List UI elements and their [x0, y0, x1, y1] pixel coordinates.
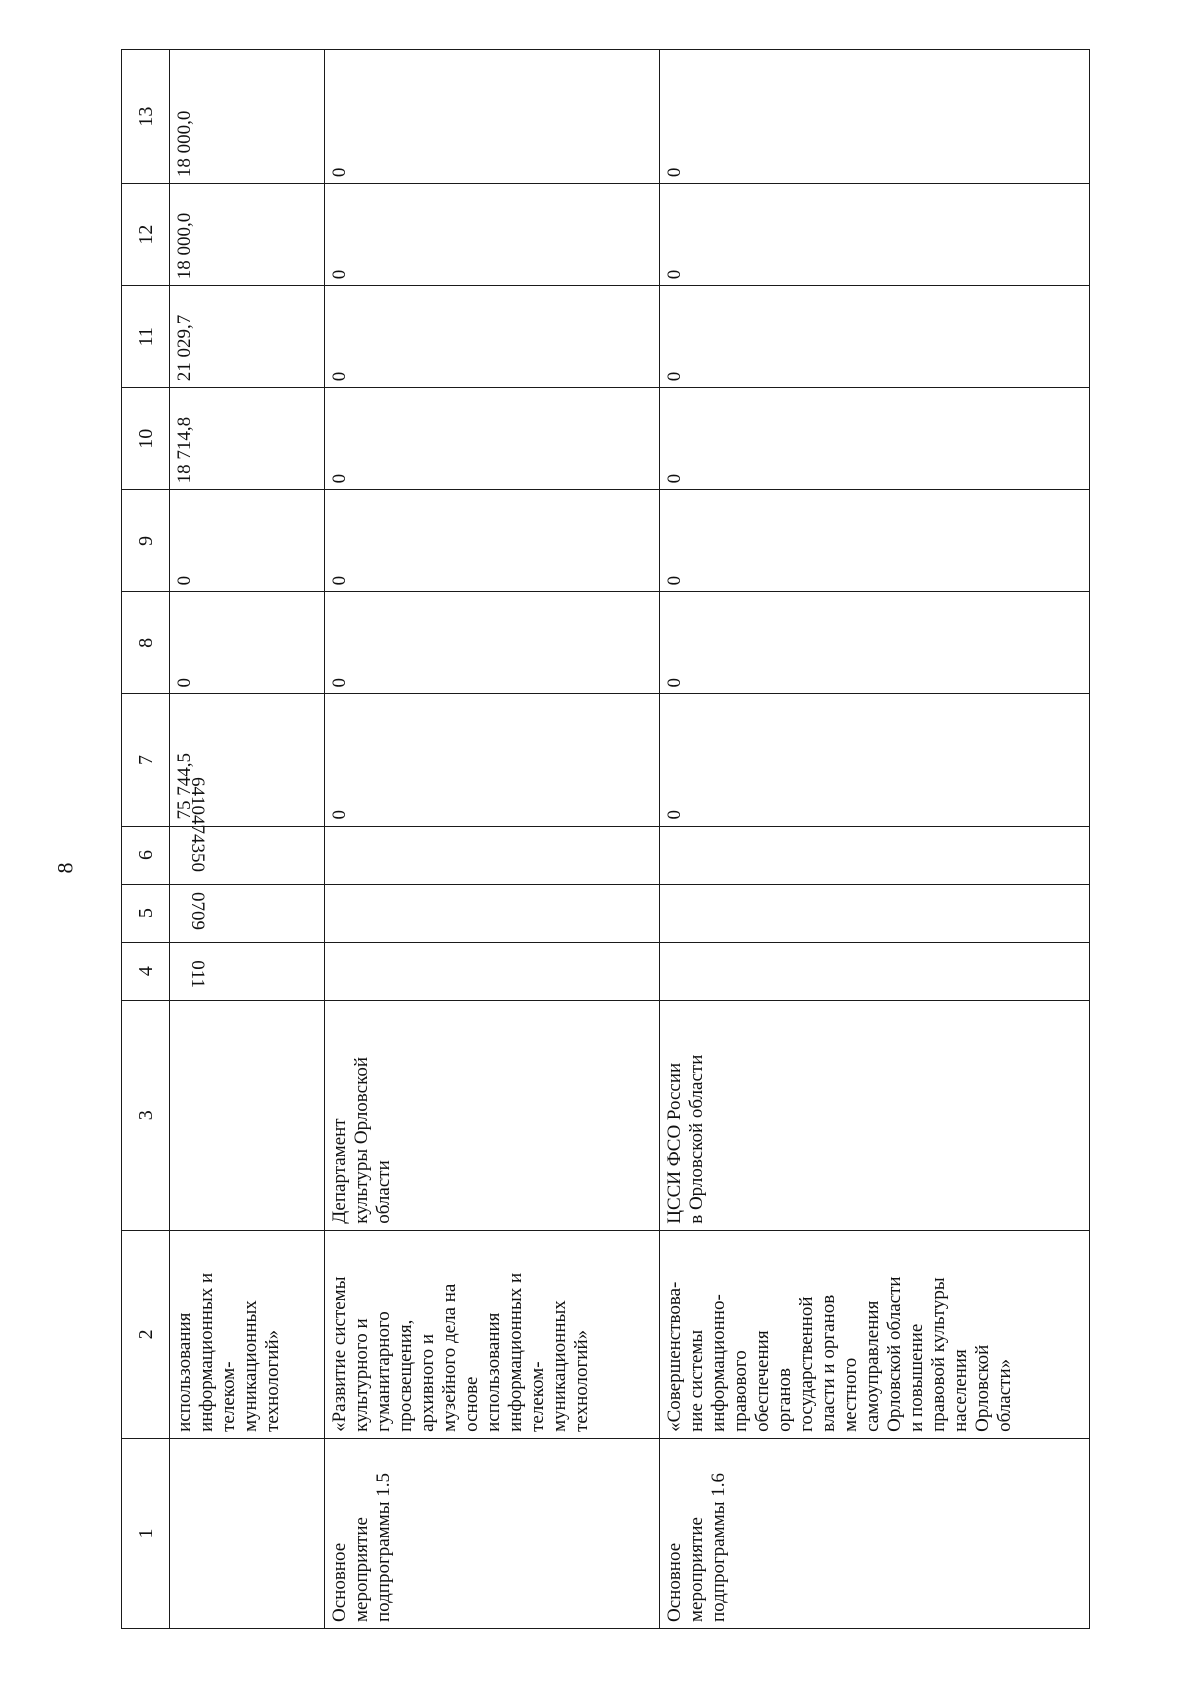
- header-row: [122, 50, 170, 1629]
- cell-value: 0: [660, 50, 1090, 184]
- column-header: 13: [122, 50, 170, 184]
- cell-executor: ЦССИ ФСО России в Орловской области: [660, 1000, 1090, 1230]
- cell-grbs: [325, 942, 660, 1000]
- budget-table: [121, 49, 1090, 1629]
- cell-value: 21 029,7: [170, 286, 325, 388]
- cell-event: Основное мероприятие подпрограммы 1.5: [325, 1438, 660, 1628]
- cell-value: 18 000,0: [170, 184, 325, 286]
- column-header: 4: [122, 942, 170, 1000]
- cell-value: 0: [660, 184, 1090, 286]
- cell-value: 0: [325, 286, 660, 388]
- cell-event: [170, 1438, 325, 1628]
- cell-section: [325, 884, 660, 942]
- column-header: 12: [122, 184, 170, 286]
- cell-executor: Департамент культуры Орловской области: [325, 1000, 660, 1230]
- cell-value: 0: [325, 50, 660, 184]
- cell-event: Основное мероприятие подпрограммы 1.6: [660, 1438, 1090, 1628]
- cell-section: [660, 884, 1090, 942]
- cell-value: 0: [660, 286, 1090, 388]
- cell-value: 0: [660, 694, 1090, 826]
- table-row: [325, 50, 660, 1629]
- cell-value: 0: [325, 388, 660, 490]
- cell-value: 0: [660, 388, 1090, 490]
- cell-section: 0709: [170, 884, 325, 942]
- cell-value: 0: [325, 490, 660, 592]
- rotated-table-container: [121, 49, 1089, 1629]
- cell-value: 75 744,5: [170, 694, 325, 826]
- cell-value: 18 000,0: [170, 50, 325, 184]
- column-header: 6: [122, 826, 170, 884]
- column-header: 5: [122, 884, 170, 942]
- cell-executor: [170, 1000, 325, 1230]
- column-header: 8: [122, 592, 170, 694]
- cell-value: 0: [325, 184, 660, 286]
- page-number: 8: [52, 862, 78, 874]
- cell-value: 0: [170, 592, 325, 694]
- cell-target-article: 6410474350: [170, 826, 325, 884]
- column-header: 7: [122, 694, 170, 826]
- cell-value: 18 714,8: [170, 388, 325, 490]
- table-row: [170, 50, 325, 1629]
- cell-value: 0: [660, 592, 1090, 694]
- column-header: 10: [122, 388, 170, 490]
- column-header: 9: [122, 490, 170, 592]
- table-row: [660, 50, 1090, 1629]
- column-header: 2: [122, 1230, 170, 1438]
- cell-grbs: [660, 942, 1090, 1000]
- cell-title: «Развитие системы культурного и гуманитарного просвещения, архивного и музейного дела на основе использования информационных и телеком- муникационных технологий»: [325, 1230, 660, 1438]
- cell-target-article: [660, 826, 1090, 884]
- cell-title: использования информационных и телеком- муникационных технологий»: [170, 1230, 325, 1438]
- cell-value: 0: [325, 694, 660, 826]
- column-header: 11: [122, 286, 170, 388]
- cell-target-article: [325, 826, 660, 884]
- cell-title: «Совершенствова- ние системы информационно- правового обеспечения органов государственной власти и органов местного самоуправления Орловской области и повышение правовой культуры населения Орловской области»: [660, 1230, 1090, 1438]
- cell-value: 0: [325, 592, 660, 694]
- cell-value: 0: [660, 490, 1090, 592]
- column-header: 3: [122, 1000, 170, 1230]
- cell-value: 0: [170, 490, 325, 592]
- cell-grbs: 011: [170, 942, 325, 1000]
- column-header: 1: [122, 1438, 170, 1628]
